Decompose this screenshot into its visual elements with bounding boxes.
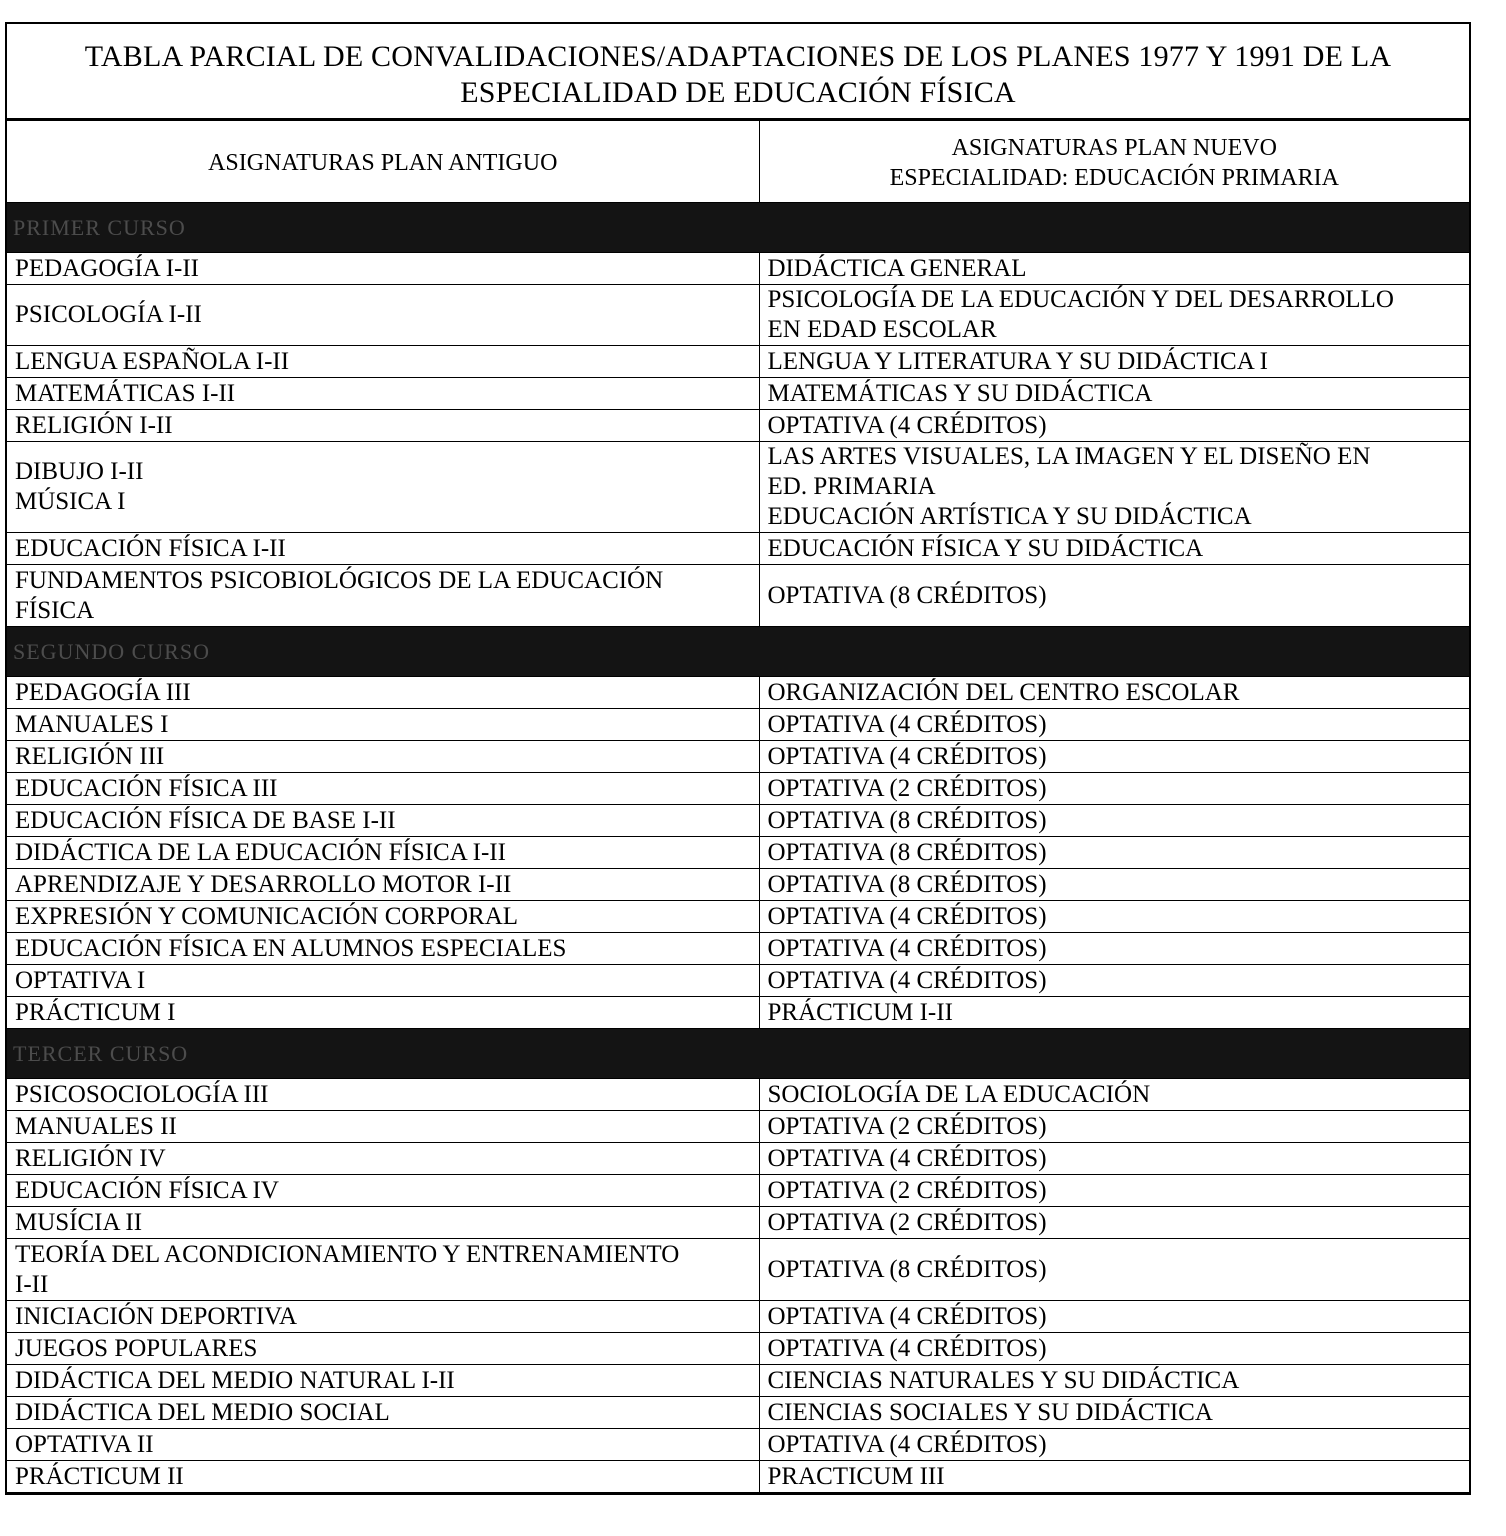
table-row	[7, 1207, 1469, 1239]
section-header-row	[7, 1029, 1469, 1079]
table-row	[7, 285, 1469, 346]
header-new-plan-line1: ASIGNATURAS PLAN NUEVO	[951, 134, 1277, 161]
new-subject-cell: OPTATIVA (2 CRÉDITOS)	[759, 1207, 1469, 1239]
table-row	[7, 1301, 1469, 1333]
old-subject-cell: RELIGIÓN III	[7, 741, 759, 773]
table-row	[7, 1079, 1469, 1111]
old-subject-cell: EXPRESIÓN Y COMUNICACIÓN CORPORAL	[7, 901, 759, 933]
new-subject-cell: OPTATIVA (2 CRÉDITOS)	[759, 1111, 1469, 1143]
new-subject-cell: OPTATIVA (8 CRÉDITOS)	[759, 869, 1469, 901]
new-subject-cell: SOCIOLOGÍA DE LA EDUCACIÓN	[759, 1079, 1469, 1111]
table-row	[7, 1175, 1469, 1207]
old-subject-cell: PEDAGOGÍA III	[7, 677, 759, 709]
old-subject-cell: INICIACIÓN DEPORTIVA	[7, 1301, 759, 1333]
table-row	[7, 997, 1469, 1029]
old-subject-cell: DIDÁCTICA DEL MEDIO SOCIAL	[7, 1397, 759, 1429]
table-row	[7, 253, 1469, 285]
table-header-row	[7, 121, 1469, 203]
new-subject-cell: OPTATIVA (4 CRÉDITOS)	[759, 1301, 1469, 1333]
old-subject-cell: OPTATIVA I	[7, 965, 759, 997]
table-row	[7, 1461, 1469, 1493]
old-subject-cell: MANUALES II	[7, 1111, 759, 1143]
new-subject-cell: MATEMÁTICAS Y SU DIDÁCTICA	[759, 378, 1469, 410]
table-row	[7, 773, 1469, 805]
new-subject-cell: OPTATIVA (8 CRÉDITOS)	[759, 565, 1469, 627]
table-row	[7, 805, 1469, 837]
table-row	[7, 1333, 1469, 1365]
old-subject-cell: PEDAGOGÍA I-II	[7, 253, 759, 285]
section-label	[7, 627, 1469, 677]
new-subject-cell: CIENCIAS SOCIALES Y SU DIDÁCTICA	[759, 1397, 1469, 1429]
new-subject-cell: OPTATIVA (4 CRÉDITOS)	[759, 1143, 1469, 1175]
old-subject-cell: TEORÍA DEL ACONDICIONAMIENTO Y ENTRENAMIENTO I-II	[7, 1239, 759, 1301]
old-subject-cell: MUSÍCIA II	[7, 1207, 759, 1239]
new-subject-cell: OPTATIVA (2 CRÉDITOS)	[759, 1175, 1469, 1207]
table-row	[7, 901, 1469, 933]
old-subject-cell: DIDÁCTICA DEL MEDIO NATURAL I-II	[7, 1365, 759, 1397]
old-subject-cell: MANUALES I	[7, 709, 759, 741]
table-row	[7, 442, 1469, 533]
new-subject-cell: OPTATIVA (8 CRÉDITOS)	[759, 805, 1469, 837]
new-subject-cell: OPTATIVA (2 CRÉDITOS)	[759, 773, 1469, 805]
old-subject-cell: OPTATIVA II	[7, 1429, 759, 1461]
new-subject-cell: OPTATIVA (4 CRÉDITOS)	[759, 1333, 1469, 1365]
table-row	[7, 709, 1469, 741]
table-row	[7, 1143, 1469, 1175]
old-subject-cell: PRÁCTICUM I	[7, 997, 759, 1029]
table-row	[7, 378, 1469, 410]
section-label-text: PRIMER CURSO	[13, 214, 186, 240]
new-subject-cell: LENGUA Y LITERATURA Y SU DIDÁCTICA I	[759, 346, 1469, 378]
old-subject-cell: DIBUJO I-II MÚSICA I	[7, 442, 759, 533]
new-subject-cell: LAS ARTES VISUALES, LA IMAGEN Y EL DISEÑO EN ED. PRIMARIA EDUCACIÓN ARTÍSTICA Y SU DIDÁCTICA	[759, 442, 1469, 533]
old-subject-cell: EDUCACIÓN FÍSICA DE BASE I-II	[7, 805, 759, 837]
old-subject-cell: LENGUA ESPAÑOLA I-II	[7, 346, 759, 378]
new-subject-cell: OPTATIVA (4 CRÉDITOS)	[759, 1429, 1469, 1461]
new-subject-cell: PRÁCTICUM I-II	[759, 997, 1469, 1029]
table-row	[7, 1239, 1469, 1301]
new-subject-cell: OPTATIVA (8 CRÉDITOS)	[759, 837, 1469, 869]
section-label-text: SEGUNDO CURSO	[13, 638, 210, 664]
old-subject-cell: APRENDIZAJE Y DESARROLLO MOTOR I-II	[7, 869, 759, 901]
section-label-text: TERCER CURSO	[13, 1040, 189, 1066]
convalidation-table	[7, 120, 1469, 1493]
table-row	[7, 965, 1469, 997]
table-title: TABLA PARCIAL DE CONVALIDACIONES/ADAPTACIONES DE LOS PLANES 1977 Y 1991 DE LA ESPECIALIDAD DE EDUCACIÓN FÍSICA	[7, 24, 1469, 120]
new-subject-cell: OPTATIVA (4 CRÉDITOS)	[759, 709, 1469, 741]
table-row	[7, 677, 1469, 709]
old-subject-cell: DIDÁCTICA DE LA EDUCACIÓN FÍSICA I-II	[7, 837, 759, 869]
table-row	[7, 410, 1469, 442]
table-row	[7, 741, 1469, 773]
old-subject-cell: RELIGIÓN I-II	[7, 410, 759, 442]
table-row	[7, 1397, 1469, 1429]
new-subject-cell: OPTATIVA (4 CRÉDITOS)	[759, 933, 1469, 965]
header-new-plan	[759, 121, 1469, 203]
new-subject-cell: PRACTICUM III	[759, 1461, 1469, 1493]
old-subject-cell: EDUCACIÓN FÍSICA IV	[7, 1175, 759, 1207]
table-row	[7, 346, 1469, 378]
section-header-row	[7, 627, 1469, 677]
old-subject-cell: EDUCACIÓN FÍSICA EN ALUMNOS ESPECIALES	[7, 933, 759, 965]
table-row	[7, 533, 1469, 565]
section-label	[7, 203, 1469, 253]
old-subject-cell: FUNDAMENTOS PSICOBIOLÓGICOS DE LA EDUCACIÓN FÍSICA	[7, 565, 759, 627]
new-subject-cell: OPTATIVA (4 CRÉDITOS)	[759, 741, 1469, 773]
table-row	[7, 837, 1469, 869]
old-subject-cell: PRÁCTICUM II	[7, 1461, 759, 1493]
new-subject-cell: OPTATIVA (4 CRÉDITOS)	[759, 901, 1469, 933]
section-header-row	[7, 203, 1469, 253]
new-subject-cell: CIENCIAS NATURALES Y SU DIDÁCTICA	[759, 1365, 1469, 1397]
header-old-plan: ASIGNATURAS PLAN ANTIGUO	[7, 121, 759, 203]
table-row	[7, 1111, 1469, 1143]
new-subject-cell: OPTATIVA (4 CRÉDITOS)	[759, 965, 1469, 997]
old-subject-cell: PSICOSOCIOLOGÍA III	[7, 1079, 759, 1111]
new-subject-cell: EDUCACIÓN FÍSICA Y SU DIDÁCTICA	[759, 533, 1469, 565]
table-row	[7, 1429, 1469, 1461]
new-subject-cell: ORGANIZACIÓN DEL CENTRO ESCOLAR	[759, 677, 1469, 709]
old-subject-cell: RELIGIÓN IV	[7, 1143, 759, 1175]
old-subject-cell: JUEGOS POPULARES	[7, 1333, 759, 1365]
old-subject-cell: MATEMÁTICAS I-II	[7, 378, 759, 410]
table-row	[7, 565, 1469, 627]
table-row	[7, 933, 1469, 965]
table-row	[7, 869, 1469, 901]
section-label	[7, 1029, 1469, 1079]
table-row	[7, 1365, 1469, 1397]
old-subject-cell: EDUCACIÓN FÍSICA I-II	[7, 533, 759, 565]
new-subject-cell: OPTATIVA (8 CRÉDITOS)	[759, 1239, 1469, 1301]
new-subject-cell: DIDÁCTICA GENERAL	[759, 253, 1469, 285]
document	[5, 22, 1471, 1495]
new-subject-cell: PSICOLOGÍA DE LA EDUCACIÓN Y DEL DESARROLLO EN EDAD ESCOLAR	[759, 285, 1469, 346]
header-new-plan-line2: ESPECIALIDAD: EDUCACIÓN PRIMARIA	[889, 164, 1339, 191]
new-subject-cell: OPTATIVA (4 CRÉDITOS)	[759, 410, 1469, 442]
old-subject-cell: PSICOLOGÍA I-II	[7, 285, 759, 346]
old-subject-cell: EDUCACIÓN FÍSICA III	[7, 773, 759, 805]
